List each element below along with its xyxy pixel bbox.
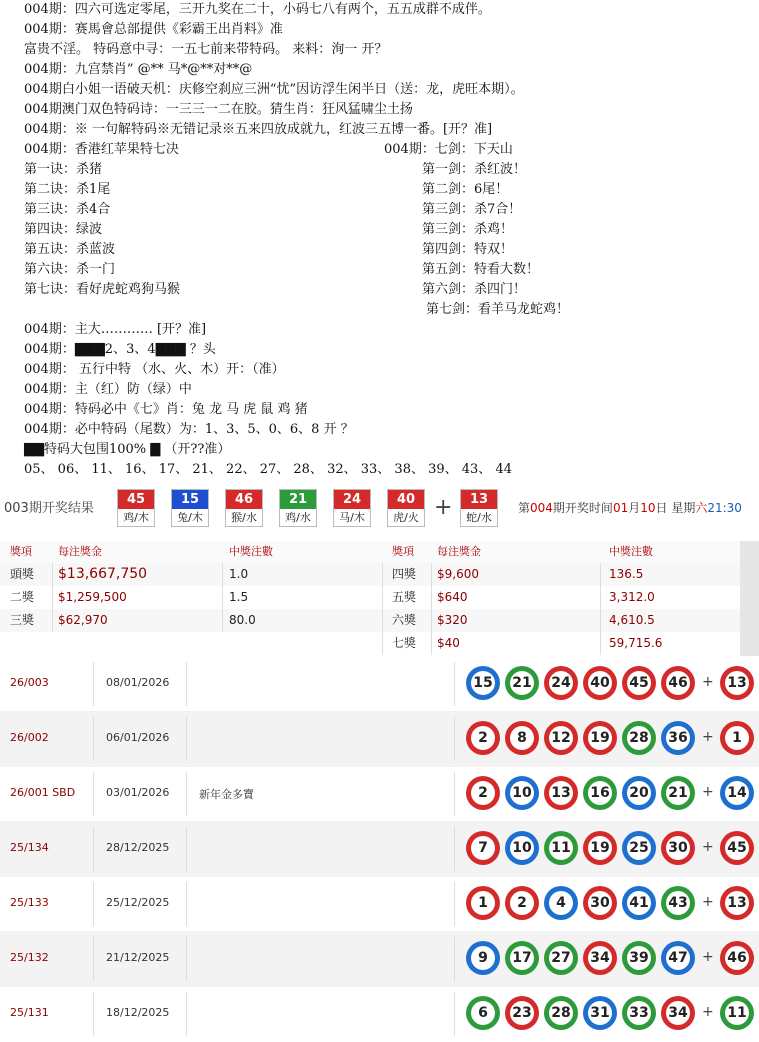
prize-row — [0, 609, 759, 632]
prize-name-right: 六獎 — [392, 613, 417, 627]
number-ball — [622, 721, 656, 755]
ball-number: 17 — [510, 946, 534, 970]
prize-name: 二獎 — [10, 590, 35, 604]
prize-name: 頭獎 — [10, 567, 35, 581]
ball-number: 7 — [471, 836, 495, 860]
right-item-2: 第二剑：6尾！ — [422, 182, 509, 197]
ball-number: 47 — [666, 946, 690, 970]
number-ball — [661, 666, 695, 700]
ball-number: 21 — [666, 781, 690, 805]
lower-line-5: 004期：特码必中《七》肖：兔 龙 马 虎 鼠 鸡 猪 — [24, 402, 308, 417]
ball-number: 2 — [471, 781, 495, 805]
history-row[interactable] — [0, 821, 759, 877]
number-ball — [661, 886, 695, 920]
number-ball — [505, 721, 539, 755]
next-day: 10 — [640, 501, 656, 515]
number-ball — [466, 886, 500, 920]
number-ball — [583, 666, 617, 700]
lower-line-1: 004期：主大………… [开？准] — [24, 322, 207, 337]
ball-number: 10 — [510, 836, 534, 860]
number-ball — [466, 666, 500, 700]
draw-date: 18/12/2025 — [106, 1006, 170, 1019]
number-ball — [661, 721, 695, 755]
ball-number: 46 — [666, 671, 690, 695]
header-amount: 每注獎金 — [58, 545, 102, 558]
number-ball — [544, 831, 578, 865]
ball-number: 43 — [666, 891, 690, 915]
number-ball — [583, 831, 617, 865]
number-ball — [661, 831, 695, 865]
number-ball — [544, 941, 578, 975]
left-item-6: 第六诀：杀一门 — [24, 262, 116, 277]
result-ball-number: 45 — [118, 490, 154, 509]
left-item-7: 第七诀：看好虎蛇鸡狗马猴 — [24, 282, 181, 297]
left-item-1: 第一诀：杀猪 — [24, 162, 103, 177]
right-item-8: 第七剑：看羊马龙蛇鸡！ — [426, 302, 570, 317]
draw-number: 25/132 — [10, 951, 49, 964]
number-ball — [661, 776, 695, 810]
draw-number: 26/001 SBD — [10, 786, 76, 799]
number-ball — [544, 996, 578, 1030]
number-ball — [466, 831, 500, 865]
header-amount-right: 每注獎金 — [437, 545, 481, 558]
draw-number: 26/002 — [10, 731, 49, 744]
prize-amount-right: $9,600 — [437, 567, 479, 581]
special-ball-number: 13 — [461, 490, 497, 509]
result-label: 003期开奖结果 — [4, 501, 94, 516]
next-issue: 004 — [530, 501, 553, 515]
number-ball — [505, 941, 539, 975]
result-ball-4 — [279, 489, 317, 527]
result-ball-number: 40 — [388, 490, 424, 509]
number-ball — [583, 721, 617, 755]
ball-number: 28 — [549, 1001, 573, 1025]
result-ball-number: 21 — [280, 490, 316, 509]
number-ball — [466, 721, 500, 755]
prize-winners-right: 4,610.5 — [609, 613, 655, 627]
post-line-6: 004期澳门双色特码诗：一三三一二在胶。猜生肖：狂风猛啸尘土扬 — [24, 102, 413, 117]
next-weekday: 六 — [695, 501, 708, 515]
history-row[interactable] — [0, 986, 759, 1042]
draw-date: 25/12/2025 — [106, 896, 170, 909]
number-ball — [505, 776, 539, 810]
result-ball-zodiac: 马/木 — [339, 511, 365, 524]
result-ball-1 — [117, 489, 155, 527]
result-ball-zodiac: 兔/木 — [177, 511, 203, 524]
ball-number: 19 — [588, 726, 612, 750]
result-ball-number: 24 — [334, 490, 370, 509]
header-item-right: 獎項 — [392, 545, 414, 558]
ball-number: 11 — [725, 1001, 749, 1025]
ball-number: 20 — [627, 781, 651, 805]
result-ball-3 — [225, 489, 263, 527]
ball-number: 33 — [627, 1001, 651, 1025]
result-ball-zodiac: 虎/火 — [393, 511, 419, 524]
ball-number: 2 — [510, 891, 534, 915]
plus-sign: + — [702, 839, 714, 855]
draw-number: 26/003 — [10, 676, 49, 689]
plus-sign: + — [702, 729, 714, 745]
ball-number: 2 — [471, 726, 495, 750]
result-bar — [0, 487, 759, 527]
number-ball — [505, 886, 539, 920]
ball-number: 15 — [471, 671, 495, 695]
special-ball — [720, 721, 754, 755]
ball-number: 9 — [471, 946, 495, 970]
draw-date: 28/12/2025 — [106, 841, 170, 854]
special-ball — [720, 996, 754, 1030]
ball-number: 27 — [549, 946, 573, 970]
lower-line-3: 004期： 五行中特 （水、火、木）开：（准） — [24, 362, 285, 377]
number-ball — [466, 996, 500, 1030]
draw-note: 新年金多寶 — [199, 788, 254, 801]
prize-amount: $1,259,500 — [58, 590, 127, 604]
ball-number: 23 — [510, 1001, 534, 1025]
number-ball — [505, 996, 539, 1030]
number-ball — [583, 776, 617, 810]
prize-row — [0, 563, 759, 586]
ball-number: 13 — [725, 891, 749, 915]
ball-number: 25 — [627, 836, 651, 860]
next-mid: 期开奖时间 — [552, 501, 613, 515]
draw-date: 06/01/2026 — [106, 731, 170, 744]
next-time: 21:30 — [707, 501, 742, 515]
draw-date: 21/12/2025 — [106, 951, 170, 964]
prize-winners: 1.0 — [229, 567, 249, 581]
number-pool-line: 05、 06、 11、 16、 17、 21、 22、 27、 28、 32、 33、 38、 39、 43、 44 — [24, 462, 512, 477]
prize-row — [0, 586, 759, 609]
special-ball — [720, 831, 754, 865]
result-ball-zodiac: 猴/水 — [231, 511, 257, 524]
plus-sign: + — [702, 1004, 714, 1020]
right-item-6: 第五剑：特看大数！ — [422, 262, 540, 277]
ball-number: 39 — [627, 946, 651, 970]
ball-number: 46 — [725, 946, 749, 970]
result-ball-zodiac: 鸡/水 — [285, 511, 311, 524]
number-ball — [466, 941, 500, 975]
next-month: 01 — [612, 501, 629, 515]
ball-number: 14 — [725, 781, 749, 805]
number-ball — [661, 996, 695, 1030]
special-ball — [720, 886, 754, 920]
ball-number: 21 — [510, 671, 534, 695]
prize-name-right: 四獎 — [392, 567, 417, 581]
result-ball-number: 46 — [226, 490, 262, 509]
right-item-7: 第六剑：杀四门！ — [422, 282, 527, 297]
post-line-4: 004期：九宫禁肖” @** 马*@**对**@ — [24, 62, 253, 77]
number-ball — [505, 831, 539, 865]
number-ball — [544, 776, 578, 810]
ball-number: 4 — [549, 891, 573, 915]
ball-number: 34 — [666, 1001, 690, 1025]
plus-sign: + — [702, 784, 714, 800]
right-item-4: 第三剑：杀鸡！ — [422, 222, 514, 237]
number-ball — [583, 941, 617, 975]
prize-amount: $13,667,750 — [58, 566, 148, 582]
ball-number: 10 — [510, 781, 534, 805]
prize-winners-right: 136.5 — [609, 567, 644, 581]
result-ball-number: 15 — [172, 490, 208, 509]
post-line-5: 004期白小姐一语破天机：庆修空刹应三洲“忧”因访浮生闲半日（送：龙，虎旺本期）。 — [24, 82, 524, 97]
prize-amount-right: $320 — [437, 613, 468, 627]
ball-number: 1 — [471, 891, 495, 915]
right-item-3: 第三剑：杀7合！ — [422, 202, 522, 217]
next-prefix: 第 — [518, 501, 531, 515]
ball-number: 16 — [588, 781, 612, 805]
post-line-3: 富贵不淫。 特码意中寻：一五七前来带特码。 来料：洵一 开？ — [24, 42, 388, 57]
number-ball — [544, 886, 578, 920]
lower-line-7: ▇▇特码大包围100% ▇ （开??准） — [24, 442, 231, 457]
draw-number: 25/131 — [10, 1006, 49, 1019]
prize-amount: $62,970 — [58, 613, 108, 627]
draw-date: 03/01/2026 — [106, 786, 170, 799]
number-ball — [544, 721, 578, 755]
number-ball — [583, 886, 617, 920]
post-line-1: 004期：四六可选定零尾，三开九奖在二十，小码七八有两个，五五成群不成伴。 — [24, 2, 491, 17]
next-month-unit: 月 — [628, 501, 641, 515]
ball-number: 30 — [588, 891, 612, 915]
right-column-title: 004期：七剑：下天山 — [384, 142, 513, 157]
plus-sign: + — [434, 495, 453, 520]
ball-number: 8 — [510, 726, 534, 750]
ball-number: 1 — [725, 726, 749, 750]
ball-number: 28 — [627, 726, 651, 750]
ball-number: 41 — [627, 891, 651, 915]
next-draw-info — [518, 499, 742, 516]
number-ball — [622, 996, 656, 1030]
number-ball — [583, 996, 617, 1030]
ball-number: 13 — [725, 671, 749, 695]
number-ball — [622, 666, 656, 700]
draw-date: 08/01/2026 — [106, 676, 170, 689]
ball-number: 40 — [588, 671, 612, 695]
post-line-2: 004期：赛馬會总部提供《彩霸王出肖料》准 — [24, 22, 283, 37]
prize-name-right: 七獎 — [392, 636, 417, 650]
left-item-5: 第五诀：杀蓝波 — [24, 242, 116, 257]
prize-amount-right: $640 — [437, 590, 468, 604]
special-ball — [720, 666, 754, 700]
history-row[interactable] — [0, 931, 759, 987]
ball-number: 36 — [666, 726, 690, 750]
special-ball — [720, 776, 754, 810]
result-ball-zodiac: 鸡/木 — [123, 511, 149, 524]
history-row[interactable] — [0, 766, 759, 822]
result-ball-2 — [171, 489, 209, 527]
ball-number: 34 — [588, 946, 612, 970]
prize-table — [0, 541, 759, 656]
ball-number: 13 — [549, 781, 573, 805]
ball-number: 19 — [588, 836, 612, 860]
number-ball — [544, 666, 578, 700]
history-row[interactable] — [0, 876, 759, 932]
prize-name-right: 五獎 — [392, 590, 417, 604]
header-winners: 中獎注數 — [229, 545, 273, 558]
number-ball — [622, 886, 656, 920]
ball-number: 45 — [725, 836, 749, 860]
result-ball-5 — [333, 489, 371, 527]
left-item-2: 第二诀：杀1尾 — [24, 182, 111, 197]
plus-sign: + — [702, 894, 714, 910]
header-winners-right: 中獎注數 — [609, 545, 653, 558]
result-ball-6 — [387, 489, 425, 527]
header-item: 獎項 — [10, 545, 32, 558]
plus-sign: + — [702, 949, 714, 965]
prize-row — [0, 632, 759, 655]
lower-line-4: 004期：主（红）防（绿）中 — [24, 382, 192, 397]
right-item-1: 第一剑：杀红波！ — [422, 162, 527, 177]
ball-number: 12 — [549, 726, 573, 750]
ball-number: 31 — [588, 1001, 612, 1025]
prize-winners: 1.5 — [229, 590, 249, 604]
draw-number: 25/133 — [10, 896, 49, 909]
result-special-ball — [460, 489, 498, 527]
plus-sign: + — [702, 674, 714, 690]
number-ball — [622, 941, 656, 975]
ball-number: 11 — [549, 836, 573, 860]
number-ball — [661, 941, 695, 975]
history-row[interactable] — [0, 711, 759, 767]
history-row[interactable] — [0, 656, 759, 712]
prize-amount-right: $40 — [437, 636, 460, 650]
left-item-3: 第三诀：杀4合 — [24, 202, 111, 217]
right-item-5: 第四剑：特双！ — [422, 242, 514, 257]
next-day-unit: 日 星期 — [655, 501, 696, 515]
special-ball — [720, 941, 754, 975]
number-ball — [622, 776, 656, 810]
prize-winners-right: 3,312.0 — [609, 590, 655, 604]
number-ball — [622, 831, 656, 865]
post-line-7: 004期：※ 一句解特码※无错记录※五来四放成就九，红波三五博一番。[开？准] — [24, 122, 493, 137]
ball-number: 30 — [666, 836, 690, 860]
prize-winners-right: 59,715.6 — [609, 636, 663, 650]
number-ball — [505, 666, 539, 700]
left-item-4: 第四诀：绿波 — [24, 222, 103, 237]
ball-number: 45 — [627, 671, 651, 695]
draw-number: 25/134 — [10, 841, 49, 854]
prize-name: 三獎 — [10, 613, 35, 627]
number-ball — [466, 776, 500, 810]
lower-line-6: 004期：必中特码（尾数）为：1、3、5、0、6、8 开 ？ — [24, 422, 354, 437]
left-column-title: 004期：香港红苹果特七决 — [24, 142, 179, 157]
lower-line-2: 004期：▇▇▇2、3、4▇▇▇ ？头 — [24, 342, 216, 357]
ball-number: 24 — [549, 671, 573, 695]
prize-winners: 80.0 — [229, 613, 256, 627]
ball-number: 6 — [471, 1001, 495, 1025]
special-ball-zodiac: 蛇/水 — [466, 511, 492, 524]
